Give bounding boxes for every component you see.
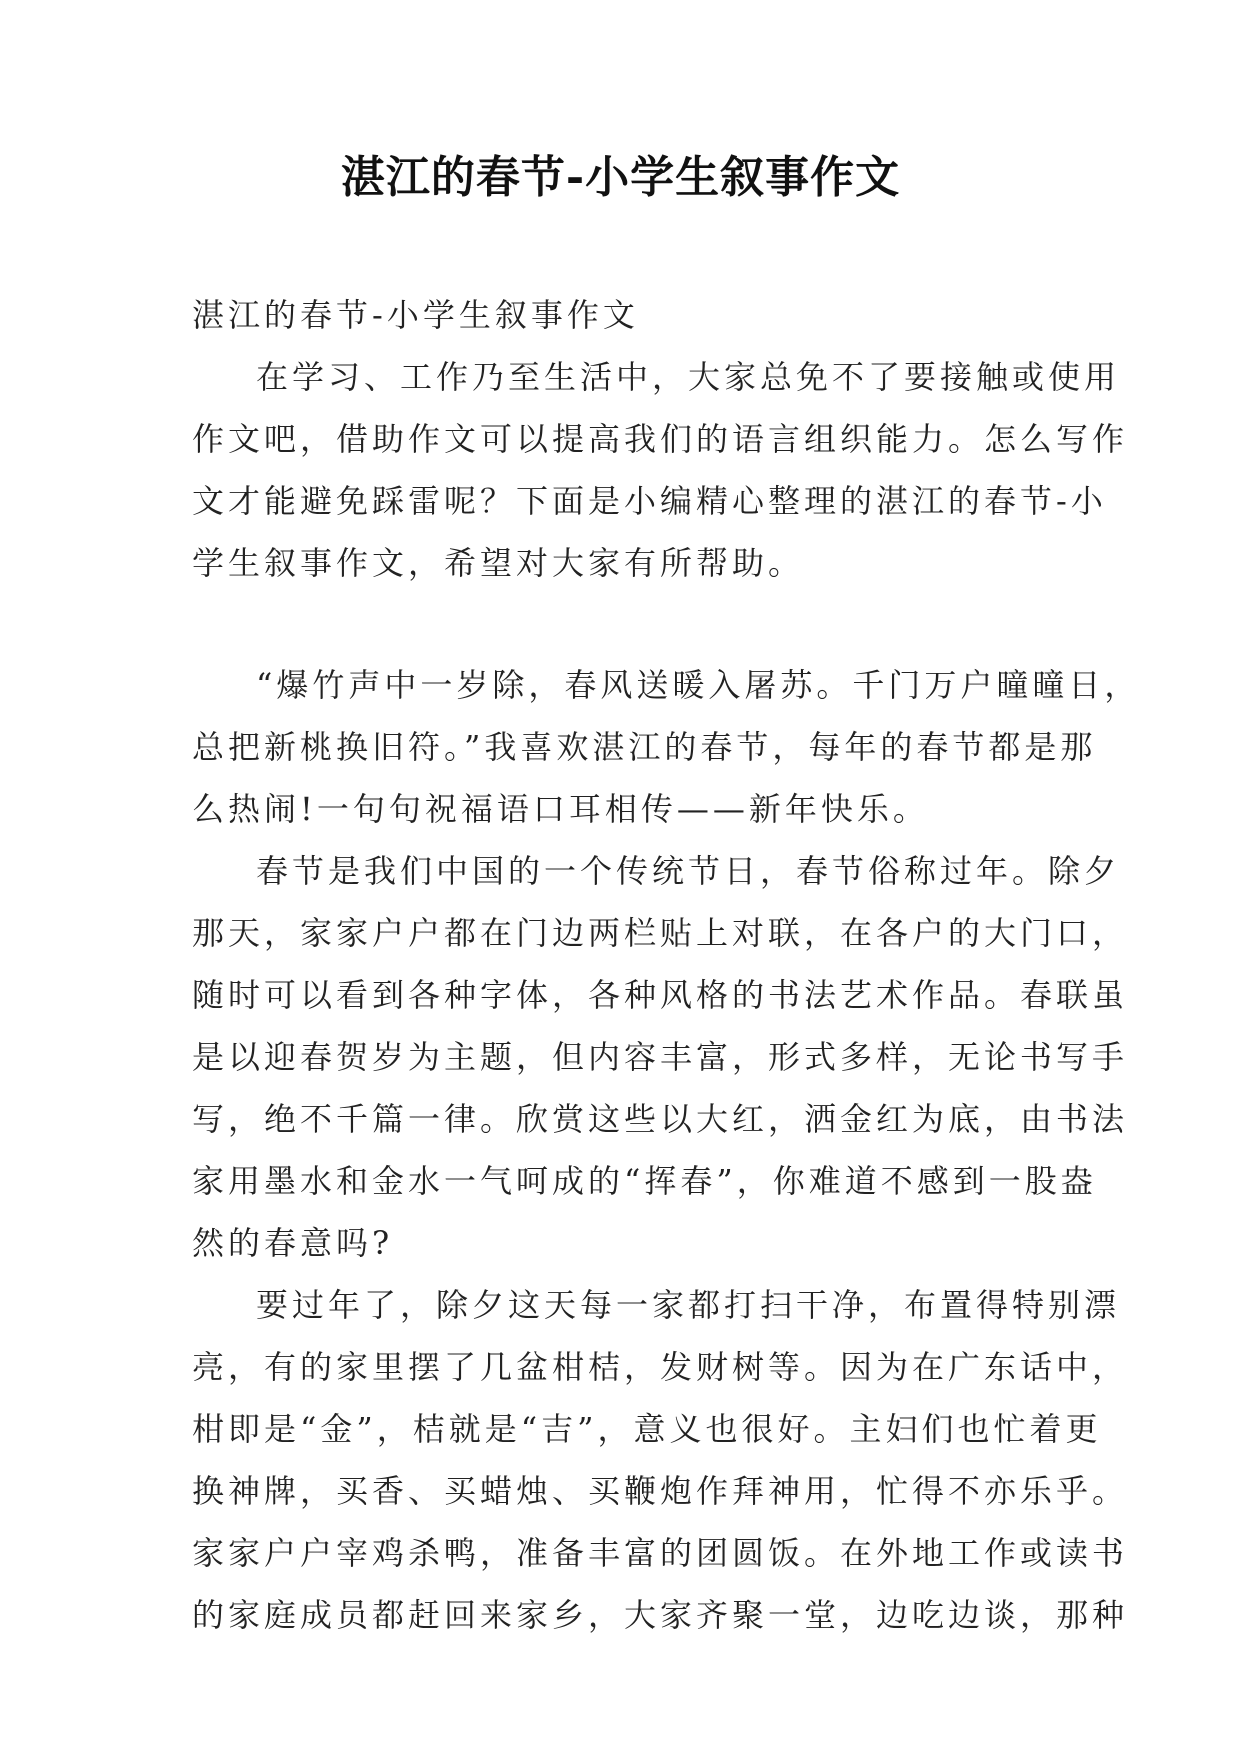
text-line: 总把新桃换旧符。”我喜欢湛江的春节，每年的春节都是那 bbox=[192, 728, 1097, 766]
text-line: 换神牌，买香、买蜡烛、买鞭炮作拜神用，忙得不亦乐乎。 bbox=[192, 1472, 1129, 1510]
text-line: 作文吧，借助作文可以提高我们的语言组织能力。怎么写作 bbox=[192, 420, 1129, 458]
text-line: 学生叙事作文，希望对大家有所帮助。 bbox=[192, 544, 805, 582]
document-subtitle: 湛江的春节-小学生叙事作文 bbox=[192, 296, 639, 334]
text-line: 那天，家家户户都在门边两栏贴上对联，在各户的大门口， bbox=[192, 914, 1129, 952]
text-line: 家家户户宰鸡杀鸭，准备丰富的团圆饭。在外地工作或读书 bbox=[192, 1534, 1129, 1572]
text-line: 写，绝不千篇一律。欣赏这些以大红，洒金红为底，由书法 bbox=[192, 1100, 1129, 1138]
paragraph-2 bbox=[192, 840, 1129, 1274]
text-line: 柑即是“金”，桔就是“吉”，意义也很好。主妇们也忙着更 bbox=[192, 1410, 1102, 1448]
document-body bbox=[192, 284, 1141, 1646]
document-title: 湛江的春节-小学生叙事作文 bbox=[340, 152, 901, 203]
intro-paragraph bbox=[192, 346, 1129, 594]
paragraph-1 bbox=[192, 654, 1141, 840]
text-line: 随时可以看到各种字体，各种风格的书法艺术作品。春联虽 bbox=[192, 976, 1129, 1014]
text-line: 么热闹!一句句祝福语口耳相传——新年快乐。 bbox=[192, 790, 929, 828]
text-line: 的家庭成员都赶回来家乡，大家齐聚一堂，边吃边谈，那种 bbox=[192, 1596, 1129, 1634]
text-line: 春节是我们中国的一个传统节日，春节俗称过年。除夕 bbox=[256, 852, 1121, 890]
text-line: 是以迎春贺岁为主题，但内容丰富，形式多样，无论书写手 bbox=[192, 1038, 1129, 1076]
text-line: “爆竹声中一岁除，春风送暖入屠苏。千门万户曈曈日， bbox=[256, 666, 1141, 704]
text-line: 亮，有的家里摆了几盆柑桔，发财树等。因为在广东话中， bbox=[192, 1348, 1129, 1386]
paragraph-spacer bbox=[192, 594, 1072, 654]
text-line: 然的春意吗? bbox=[192, 1224, 394, 1262]
text-line: 要过年了，除夕这天每一家都打扫干净，布置得特别漂 bbox=[256, 1286, 1121, 1324]
paragraph-3 bbox=[192, 1274, 1129, 1646]
text-line: 文才能避免踩雷呢？下面是小编精心整理的湛江的春节-小 bbox=[192, 482, 1107, 520]
text-line: 家用墨水和金水一气呵成的“挥春”，你难道不感到一股盎 bbox=[192, 1162, 1097, 1200]
text-line: 在学习、工作乃至生活中，大家总免不了要接触或使用 bbox=[256, 358, 1121, 396]
